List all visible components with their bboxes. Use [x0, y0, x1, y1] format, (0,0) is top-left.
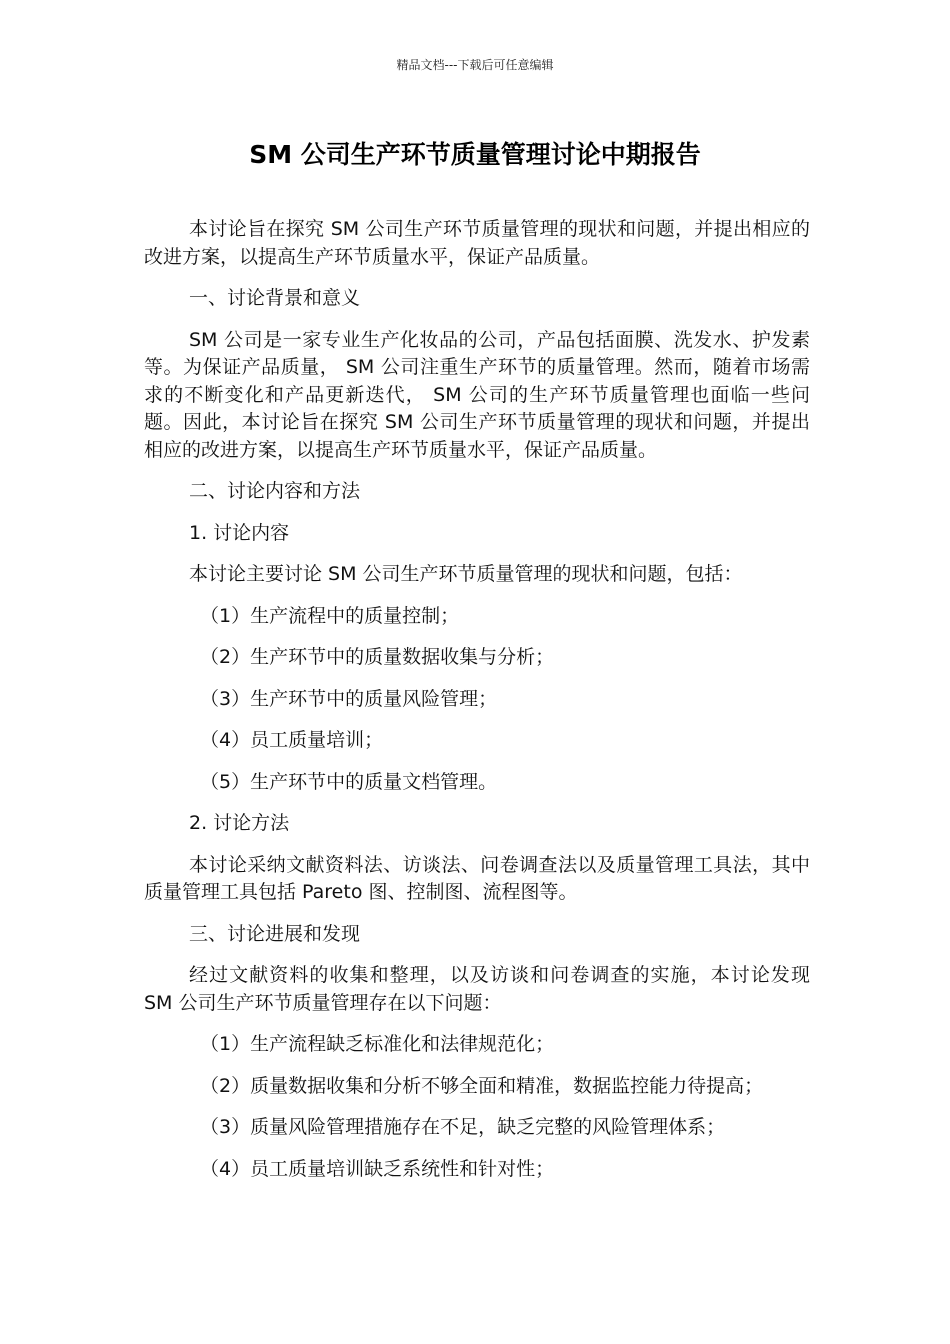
findings-paragraph: 经过文献资料的收集和整理，以及访谈和问卷调查的实施，本讨论发现 SM 公司生产环节质量管理存在以下问题：	[144, 964, 810, 1014]
content-paragraph: 本讨论主要讨论 SM 公司生产环节质量管理的现状和问题，包括：	[189, 563, 743, 585]
list-item: （3）质量风险管理措施存在不足，缺乏完整的风险管理体系；	[200, 1116, 726, 1138]
list-item: （4）员工质量培训；	[200, 729, 384, 751]
header-note: 精品文档---下载后可任意编辑	[396, 58, 554, 72]
section-heading-background: 一、讨论背景和意义	[189, 287, 361, 309]
document-title: SM 公司生产环节质量管理讨论中期报告	[249, 140, 701, 169]
subheading-content: 1. 讨论内容	[189, 521, 290, 544]
list-item: （2）质量数据收集和分析不够全面和精准，数据监控能力待提高；	[200, 1074, 764, 1097]
section-heading-progress: 三、讨论进展和发现	[189, 922, 361, 945]
document-body	[144, 216, 810, 1197]
methods-paragraph: 本讨论采纳文献资料法、访谈法、问卷调查法以及质量管理工具法，其中质量管理工具包括 Pareto 图、控制图、流程图等。	[144, 853, 810, 903]
intro-paragraph: 本讨论旨在探究 SM 公司生产环节质量管理的现状和问题，并提出相应的改进方案，以提高生产环节质量水平，保证产品质量。	[144, 218, 810, 268]
section-heading-content-methods: 二、讨论内容和方法	[189, 480, 361, 502]
list-item: （4）员工质量培训缺乏系统性和针对性；	[200, 1157, 555, 1180]
list-item: （2）生产环节中的质量数据收集与分析；	[200, 646, 555, 668]
list-item: （1）生产流程缺乏标准化和法律规范化；	[200, 1033, 555, 1055]
background-paragraph: SM 公司是一家专业生产化妆品的公司，产品包括面膜、洗发水、护发素等。为保证产品质量， SM 公司注重生产环节的质量管理。然而，随着市场需求的不断变化和产品更新迭代， SM 公司的生产环节质量管理也面临一些问题。因此，本讨论旨在探究 SM 公司生产环节质量管理的现状和问题，并提出相应的改进方案，以提高生产环节质量水平，保证产品质量。	[144, 328, 810, 461]
list-item: （5）生产环节中的质量文档管理。	[200, 770, 498, 793]
list-item: （3）生产环节中的质量风险管理；	[200, 687, 498, 710]
subheading-methods: 2. 讨论方法	[189, 812, 290, 834]
list-item: （1）生产流程中的质量控制；	[200, 604, 460, 627]
